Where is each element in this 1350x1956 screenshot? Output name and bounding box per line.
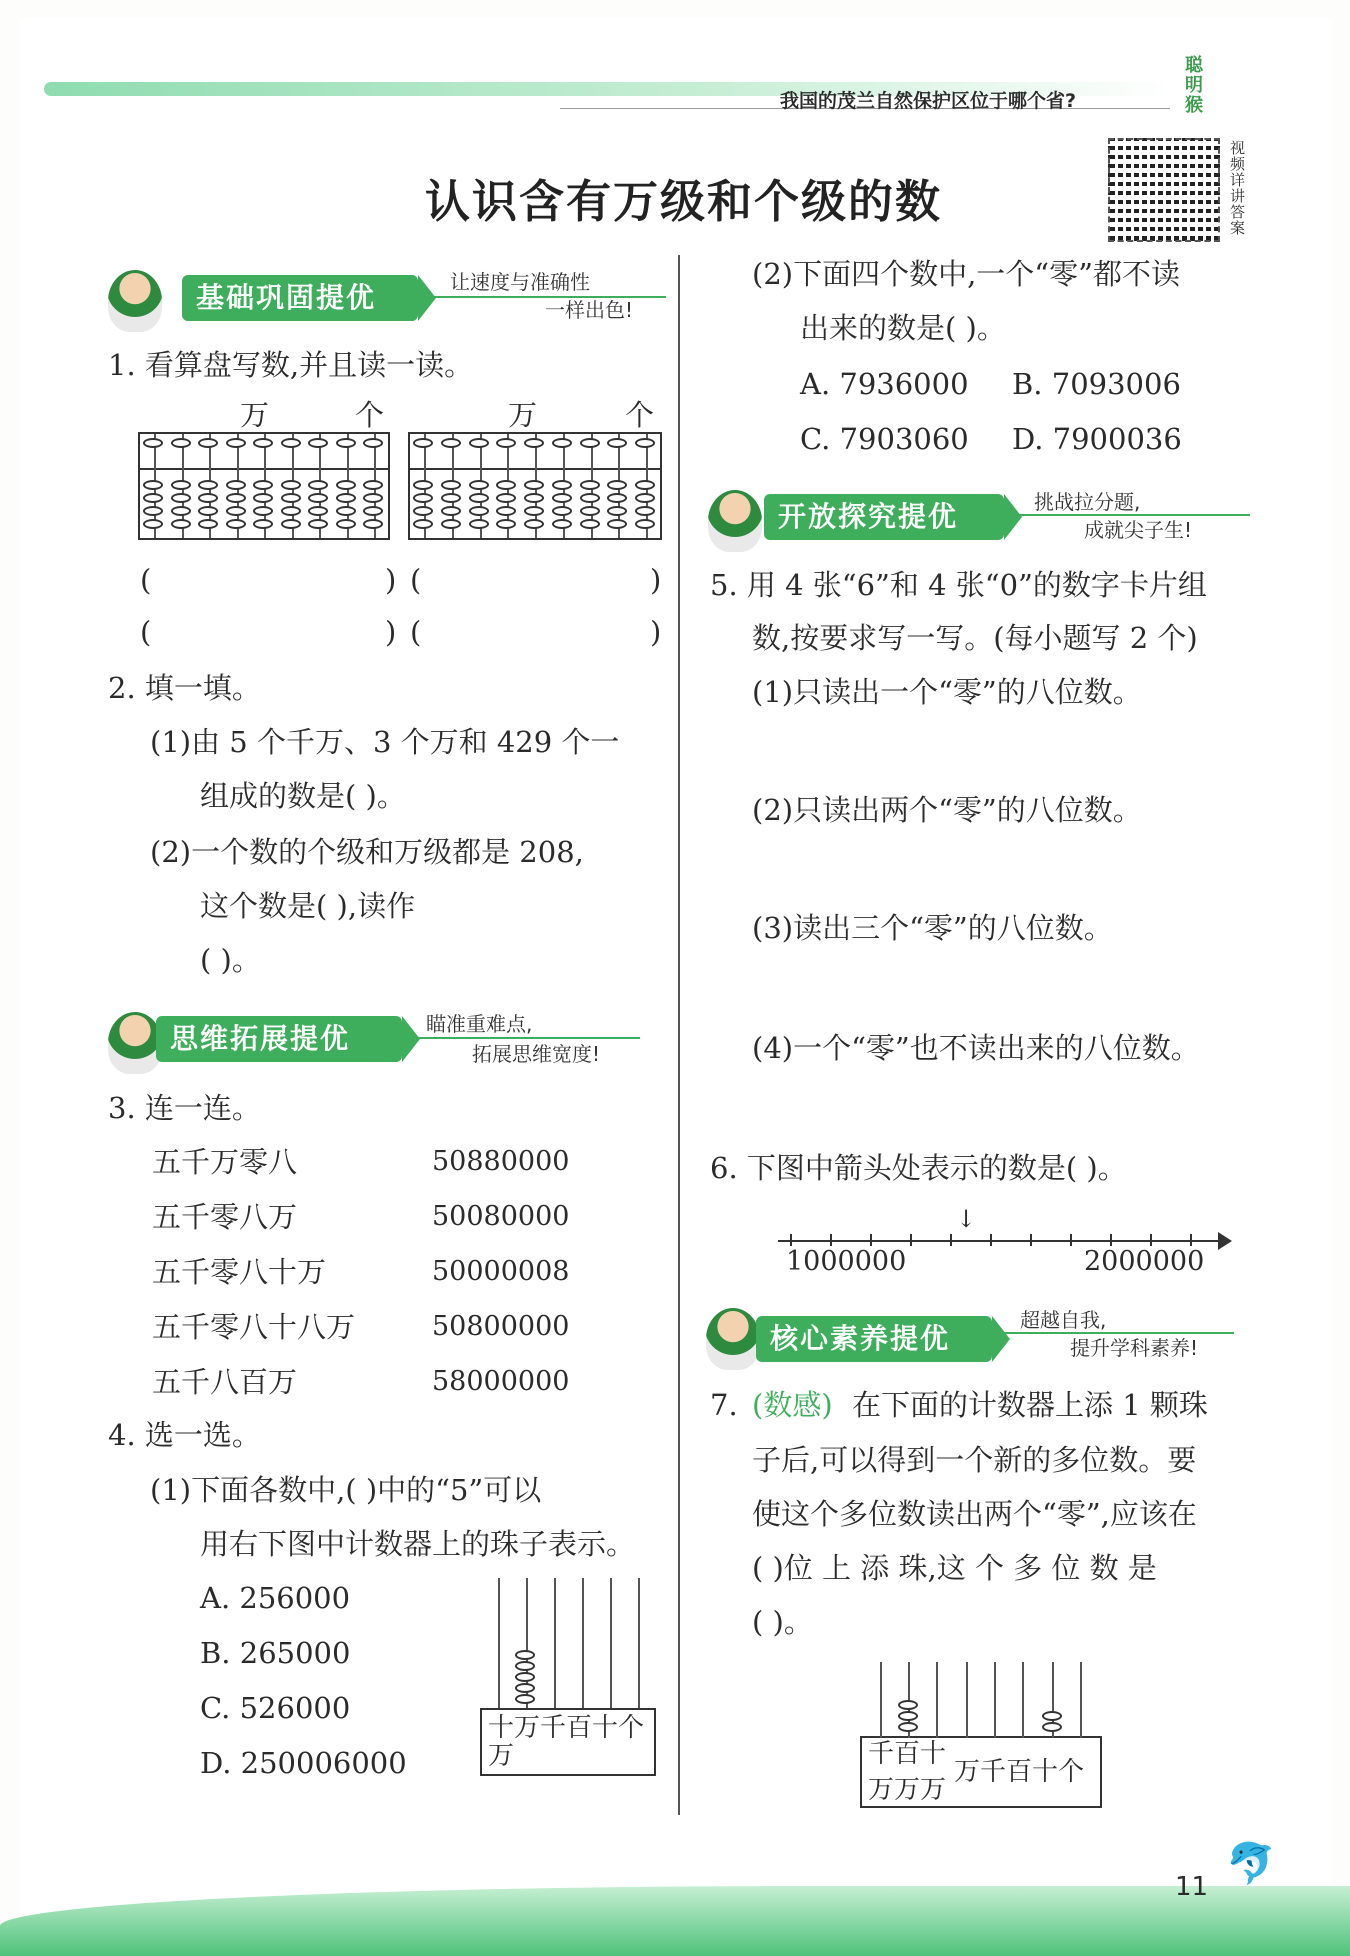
option-item[interactable]: A. 256000	[200, 1581, 351, 1615]
abacus-bead	[143, 519, 163, 529]
section-slogan: 拓展思维宽度!	[472, 1042, 601, 1066]
abacus-bead	[469, 506, 489, 516]
abacus-bead	[281, 493, 301, 503]
number-line-tick	[830, 1234, 832, 1246]
abacus-bead	[281, 506, 301, 516]
match-left-item[interactable]: 五千零八十万	[152, 1255, 327, 1289]
abacus-bead	[253, 438, 273, 448]
question-4-part2: (2)下面四个数中,一个“零”都不读	[752, 257, 1180, 291]
slogan-underline	[430, 296, 666, 298]
section-slogan: 成就尖子生!	[1084, 518, 1193, 542]
match-right-item[interactable]: 58000000	[432, 1366, 570, 1397]
number-line-tick	[1190, 1234, 1192, 1246]
question-5-part3[interactable]: (3)读出三个“零”的八位数。	[752, 911, 1113, 945]
match-right-item[interactable]: 50880000	[432, 1146, 570, 1177]
abacus-bead	[226, 438, 246, 448]
abacus-bead	[253, 519, 273, 529]
question-2-part1: (1)由 5 个千万、3 个万和 429 个一	[150, 725, 620, 759]
abacus-bead	[198, 493, 218, 503]
question-2-part2-blank[interactable]: 这个数是( ),读作	[200, 889, 416, 923]
answer-blank[interactable]: )	[650, 615, 662, 649]
abacus-bead	[198, 438, 218, 448]
abacus-label-ge: 个	[625, 398, 655, 432]
section-slogan: 让速度与准确性	[450, 270, 590, 294]
abacus-bead	[198, 519, 218, 529]
abacus-bead	[635, 506, 655, 516]
counter-rod	[994, 1662, 996, 1738]
abacus-bead	[336, 519, 356, 529]
question-2-part2: (2)一个数的个级和万级都是 208,	[150, 835, 584, 869]
question-6[interactable]: 6. 下图中箭头处表示的数是( )。	[710, 1151, 1127, 1185]
abacus-label-wan: 万	[240, 398, 270, 432]
abacus-bead	[253, 493, 273, 503]
option-item[interactable]: B. 7093006	[1012, 367, 1181, 401]
abacus-bead	[552, 480, 572, 490]
match-left-item[interactable]: 五千万零八	[152, 1145, 298, 1179]
abacus-bead	[580, 506, 600, 516]
abacus-bead	[308, 493, 328, 503]
slogan-underline	[1014, 514, 1250, 516]
abacus-bead	[635, 519, 655, 529]
question-5-part1[interactable]: (1)只读出一个“零”的八位数。	[752, 675, 1142, 709]
section-banner-core: 核心素养提优	[756, 1316, 992, 1362]
abacus-bead	[308, 480, 328, 490]
mascot-icon	[108, 1012, 162, 1074]
dolphin-icon: 🐬	[1226, 1841, 1276, 1887]
abacus-bead	[281, 519, 301, 529]
abacus-bead	[635, 480, 655, 490]
abacus-bead	[441, 438, 461, 448]
abacus-bead	[524, 519, 544, 529]
number-line-tick	[990, 1234, 992, 1246]
answer-blank[interactable]: (	[410, 615, 422, 649]
abacus-bead	[580, 519, 600, 529]
abacus-bead	[469, 493, 489, 503]
abacus-bead	[336, 480, 356, 490]
counter-bead	[515, 1694, 535, 1704]
abacus-bead	[226, 519, 246, 529]
counter-bottom-labels: 万万万	[868, 1775, 947, 1805]
abacus-bead	[635, 493, 655, 503]
header-question: 我国的茂兰自然保护区位于哪个省?	[780, 90, 1077, 112]
question-2-part2-reading[interactable]: ( )。	[200, 943, 261, 977]
abacus-bead	[336, 506, 356, 516]
abacus-bead	[580, 438, 600, 448]
abacus-bead	[413, 493, 433, 503]
number-line-tick	[1070, 1234, 1072, 1246]
abacus-bead	[171, 506, 191, 516]
arrow-right-icon	[1218, 1232, 1232, 1250]
abacus-bead	[143, 493, 163, 503]
counter-bead	[515, 1672, 535, 1682]
abacus-bead	[281, 480, 301, 490]
match-left-item[interactable]: 五千八百万	[152, 1365, 298, 1399]
counter-rod	[498, 1578, 500, 1708]
counter-rod	[554, 1578, 556, 1708]
abacus-bead	[363, 493, 383, 503]
section-banner-thinking: 思维拓展提优	[156, 1016, 402, 1062]
question-3: 3. 连一连。	[108, 1091, 261, 1125]
number-line-left-label: 1000000	[786, 1246, 907, 1277]
abacus-bead	[198, 506, 218, 516]
counter-rod	[880, 1662, 882, 1738]
counter-rod	[582, 1578, 584, 1708]
brand-logo: 聪明猴	[1185, 55, 1203, 116]
number-line-tick	[870, 1234, 872, 1246]
abacus-label-wan: 万	[508, 398, 538, 432]
option-item[interactable]: D. 250006000	[200, 1746, 407, 1780]
abacus-bead	[143, 480, 163, 490]
question-7-line1: 在下面的计数器上添 1 颗珠	[852, 1388, 1208, 1422]
number-line-tick	[1150, 1234, 1152, 1246]
counter-rod	[610, 1578, 612, 1708]
arrow-down-icon: ↓	[956, 1205, 977, 1233]
abacus-bead	[552, 493, 572, 503]
abacus-bead	[524, 438, 544, 448]
counter-place-labels: 十万千百十个	[488, 1713, 645, 1743]
abacus-bead	[363, 438, 383, 448]
counter-bead	[898, 1700, 918, 1710]
answer-blank[interactable]: )	[385, 563, 397, 597]
match-right-item[interactable]: 50080000	[432, 1201, 570, 1232]
abacus-bead	[469, 480, 489, 490]
question-4-part2-blank[interactable]: 出来的数是( )。	[800, 311, 1006, 345]
counter-rod	[1022, 1662, 1024, 1738]
counter-bead	[515, 1683, 535, 1693]
number-line-tick	[950, 1234, 952, 1246]
abacus-bead	[469, 438, 489, 448]
counter-bead	[515, 1661, 535, 1671]
slogan-underline	[410, 1037, 640, 1039]
abacus-bead	[635, 438, 655, 448]
answer-blank[interactable]: )	[650, 563, 662, 597]
abacus-label-ge: 个	[355, 398, 385, 432]
counter-rod	[638, 1578, 640, 1708]
question-7-line4[interactable]: ( )位 上 添 珠,这 个 多 位 数 是	[752, 1551, 1157, 1585]
match-right-item[interactable]: 50800000	[432, 1311, 570, 1342]
slogan-underline	[1002, 1332, 1234, 1334]
option-item[interactable]: B. 265000	[200, 1636, 351, 1670]
abacus-bead	[308, 506, 328, 516]
abacus-bead	[336, 493, 356, 503]
match-left-item[interactable]: 五千零八万	[152, 1200, 298, 1234]
counter-rod	[966, 1662, 968, 1738]
question-2-part1-blank[interactable]: 组成的数是( )。	[200, 779, 406, 813]
abacus-bead	[413, 506, 433, 516]
abacus-bead	[441, 506, 461, 516]
counter-rod	[1080, 1662, 1082, 1738]
mascot-icon	[706, 1308, 760, 1370]
question-4-part1-line2: 用右下图中计数器上的珠子表示。	[200, 1527, 636, 1561]
abacus-bead	[171, 493, 191, 503]
abacus-bead	[226, 480, 246, 490]
abacus-bead	[441, 519, 461, 529]
counter-bead	[1042, 1711, 1062, 1721]
question-5-part4[interactable]: (4)一个“零”也不读出来的八位数。	[752, 1031, 1200, 1065]
match-left-item[interactable]: 五千零八十八万	[152, 1310, 356, 1344]
abacus-bead	[281, 438, 301, 448]
mascot-icon	[708, 490, 762, 552]
abacus-bead	[552, 506, 572, 516]
question-2: 2. 填一填。	[108, 671, 261, 705]
question-1: 1. 看算盘写数,并且读一读。	[108, 348, 474, 382]
abacus-bead	[413, 438, 433, 448]
option-item[interactable]: C. 7903060	[800, 422, 969, 456]
abacus-bead	[171, 519, 191, 529]
abacus-bead	[413, 519, 433, 529]
counter-top-labels: 千百十	[868, 1739, 947, 1769]
abacus-bead	[171, 480, 191, 490]
number-line-tick	[1110, 1234, 1112, 1246]
abacus-bead	[441, 480, 461, 490]
page-title: 认识含有万级和个级的数	[425, 175, 943, 228]
mascot-icon	[108, 270, 162, 332]
counter-rod	[936, 1662, 938, 1738]
number-line-tick	[790, 1234, 792, 1246]
abacus-bead	[524, 506, 544, 516]
abacus-bead	[524, 493, 544, 503]
abacus-bead	[469, 519, 489, 529]
counter-mid-labels: 万千百十个	[954, 1757, 1085, 1787]
option-item[interactable]: C. 526000	[200, 1691, 351, 1725]
number-line-tick	[910, 1234, 912, 1246]
question-4: 4. 选一选。	[108, 1418, 261, 1452]
section-slogan: 超越自我,	[1020, 1308, 1107, 1332]
answer-blank[interactable]: (	[410, 563, 422, 597]
counter-labels	[480, 1708, 656, 1776]
qr-label: 视频详讲答案	[1230, 139, 1246, 237]
question-5: 5. 用 4 张“6”和 4 张“0”的数字卡片组	[710, 568, 1207, 602]
section-slogan: 提升学科素养!	[1070, 1336, 1199, 1360]
abacus-bead	[171, 438, 191, 448]
abacus-bead	[308, 519, 328, 529]
counter-bead	[898, 1711, 918, 1721]
page-number: 11	[1175, 1872, 1209, 1902]
section-slogan: 瞄准重难点,	[426, 1012, 533, 1036]
answer-blank[interactable]: (	[140, 615, 152, 649]
question-7-line3: 使这个多位数读出两个“零”,应该在	[752, 1497, 1197, 1531]
number-line-right-label: 2000000	[1084, 1246, 1205, 1277]
abacus-bead	[580, 480, 600, 490]
abacus-bead	[524, 480, 544, 490]
abacus-bead	[441, 493, 461, 503]
abacus-bead	[552, 438, 572, 448]
abacus-bead	[143, 506, 163, 516]
option-item[interactable]: A. 7936000	[800, 367, 969, 401]
counter-place-labels-bottom: 万	[488, 1741, 515, 1771]
section-banner-basic: 基础巩固提优	[182, 275, 418, 321]
question-4-part1[interactable]: (1)下面各数中,( )中的“5”可以	[150, 1473, 542, 1507]
abacus-bead	[143, 438, 163, 448]
section-slogan: 挑战拉分题,	[1034, 490, 1141, 514]
counter-bead	[898, 1722, 918, 1732]
column-divider	[678, 255, 680, 1815]
section-slogan: 一样出色!	[545, 298, 634, 322]
abacus-bead	[226, 506, 246, 516]
question-7-line2: 子后,可以得到一个新的多位数。要	[752, 1443, 1197, 1477]
counter-bead	[515, 1650, 535, 1660]
question-7-line5[interactable]: ( )。	[752, 1605, 813, 1639]
question-5-line2: 数,按要求写一写。(每小题写 2 个)	[752, 621, 1198, 655]
abacus-bead	[308, 438, 328, 448]
abacus-bead	[363, 480, 383, 490]
qr-code-icon[interactable]	[1108, 138, 1220, 242]
abacus-bead	[226, 493, 246, 503]
abacus-bead	[363, 519, 383, 529]
question-7-tag: (数感)	[752, 1388, 833, 1422]
option-item[interactable]: D. 7900036	[1012, 422, 1182, 456]
counter-bead	[1042, 1722, 1062, 1732]
question-7-number: 7.	[710, 1388, 738, 1422]
abacus-bead	[253, 480, 273, 490]
abacus-bead	[580, 493, 600, 503]
abacus-bead	[363, 506, 383, 516]
abacus-bead	[198, 480, 218, 490]
abacus-bead	[336, 438, 356, 448]
answer-blank[interactable]: (	[140, 563, 152, 597]
answer-blank[interactable]: )	[385, 615, 397, 649]
number-line-tick	[1030, 1234, 1032, 1246]
abacus-bead	[552, 519, 572, 529]
abacus-bead	[253, 506, 273, 516]
match-right-item[interactable]: 50000008	[432, 1256, 570, 1287]
counter-labels-2	[860, 1736, 1102, 1808]
question-5-part2[interactable]: (2)只读出两个“零”的八位数。	[752, 793, 1142, 827]
section-banner-open: 开放探究提优	[764, 494, 1004, 540]
abacus-bead	[413, 480, 433, 490]
